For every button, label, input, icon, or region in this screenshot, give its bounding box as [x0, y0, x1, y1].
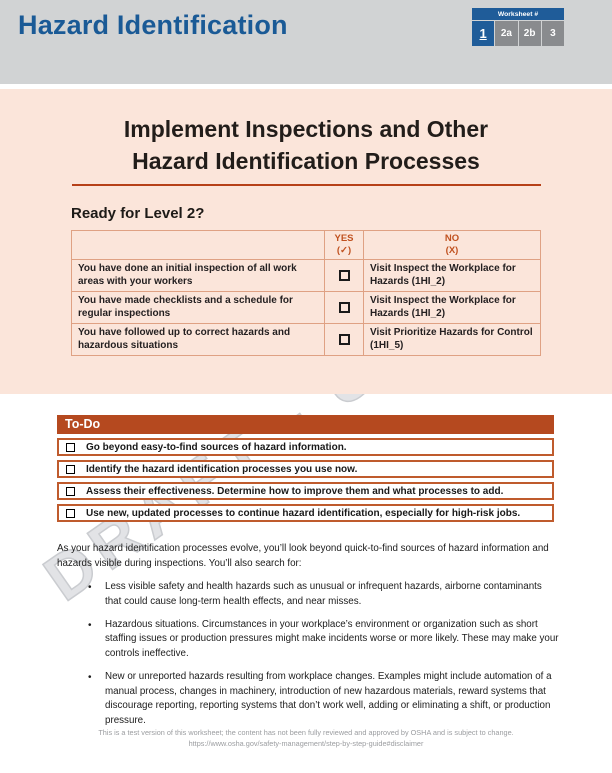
todo-item — [57, 460, 554, 478]
todo-checkbox[interactable] — [66, 465, 75, 474]
row-statement: You have followed up to correct hazards and hazardous situations — [72, 324, 325, 356]
todo-item — [57, 438, 554, 456]
list-item: • New or unreported hazards resulting from workplace changes. Examples might include automation of a manual process, changes in machinery, introduction of new hazardous materials, reward systems that discourage reporting, reporting systems that don’t work well, adding or eliminating a shift, or production pressure. — [57, 670, 559, 729]
disclaimer-url: https://www.osha.gov/safety-management/step-by-step-guide#disclaimer — [188, 738, 424, 748]
disclaimer-text: This is a test version of this worksheet; the content has not been fully reviewed and approved by OSHA and is subject to change. — [98, 728, 514, 737]
worksheet-tab-1[interactable]: 1 — [472, 21, 494, 46]
yes-checkbox[interactable] — [339, 334, 350, 345]
section-heading-line2: Hazard Identification Processes — [132, 147, 480, 174]
todo-checkbox[interactable] — [66, 509, 75, 518]
todo-item-label: Assess their effectiveness. Determine how to improve them and what processes to add. — [86, 485, 504, 497]
todo-checkbox[interactable] — [66, 487, 75, 496]
todo-item — [57, 482, 554, 500]
table-row — [72, 324, 541, 356]
worksheet-tabs — [472, 21, 564, 46]
todo-checkbox[interactable] — [66, 443, 75, 452]
row-no-action: Visit Inspect the Workplace for Hazards (1HI_2) — [364, 260, 541, 292]
row-no-action: Visit Inspect the Workplace for Hazards (1HI_2) — [364, 292, 541, 324]
yes-checkbox[interactable] — [339, 270, 350, 281]
page-title: Hazard Identification — [18, 10, 288, 40]
table-row — [72, 292, 541, 324]
heading-divider — [72, 184, 541, 186]
body-intro-paragraph: As your hazard identification processes evolve, you’ll look beyond quick-to-find sources of hazard information and hazards visible during inspections. You’ll also search for: — [57, 543, 549, 569]
todo-item-label: Use new, updated processes to continue hazard identification, especially for high-risk jobs. — [86, 507, 521, 519]
disclaimer-footer — [0, 728, 612, 750]
row-no-action: Visit Prioritize Hazards for Control (1HI_5) — [364, 324, 541, 356]
yes-column-header: YES (✓) — [325, 231, 364, 260]
statement-column-header — [72, 231, 325, 260]
section-heading — [0, 114, 612, 177]
table-header-row — [72, 231, 541, 260]
page-header — [0, 0, 612, 84]
worksheet-tab-2b[interactable]: 2b — [519, 21, 541, 46]
todo-item-label: Identify the hazard identification processes you use now. — [86, 463, 358, 475]
todo-item-label: Go beyond easy-to-find sources of hazard information. — [86, 441, 347, 453]
check-icon: (✓) — [336, 245, 352, 257]
todo-section — [57, 415, 554, 522]
list-item: • Less visible safety and health hazards such as unusual or infrequent hazards, airborne contaminants that could cause long-term health effects, and near misses. — [57, 580, 559, 609]
row-yes-cell — [325, 324, 364, 356]
hazard-search-list — [57, 580, 559, 728]
row-yes-cell — [325, 260, 364, 292]
row-yes-cell — [325, 292, 364, 324]
readiness-table — [71, 230, 541, 356]
todo-section-title: To-Do — [57, 415, 554, 434]
table-row — [72, 260, 541, 292]
worksheet-number-label: Worksheet # — [472, 8, 564, 20]
section-heading-line1: Implement Inspections and Other — [123, 116, 489, 142]
x-icon: (X) — [445, 245, 459, 257]
row-statement: You have made checklists and a schedule for regular inspections — [72, 292, 325, 324]
intro-section — [0, 89, 612, 394]
row-statement: You have done an initial inspection of all work areas with your workers — [72, 260, 325, 292]
worksheet-tab-2a[interactable]: 2a — [495, 21, 517, 46]
body-copy — [57, 542, 559, 737]
no-column-header: NO (X) — [364, 231, 541, 260]
list-item: • Hazardous situations. Circumstances in your workplace’s environment or organization such as short staffing issues or production pressures might make incidents worse or more likely. These may make your controls ineffective. — [57, 618, 559, 662]
worksheet-tab-3[interactable]: 3 — [542, 21, 564, 46]
yes-checkbox[interactable] — [339, 302, 350, 313]
worksheet-number-box — [472, 8, 564, 46]
ready-for-level-heading: Ready for Level 2? — [71, 205, 205, 223]
todo-item — [57, 504, 554, 522]
